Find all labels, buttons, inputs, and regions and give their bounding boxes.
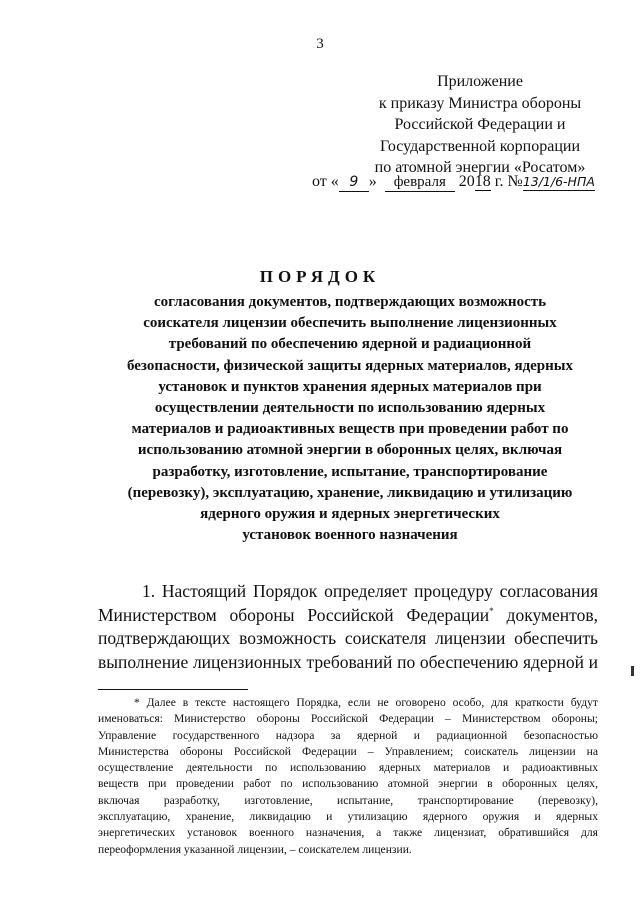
appendix-header bbox=[330, 71, 630, 179]
subtitle-line: соискателя лицензии обеспечить выполнение лицензионных bbox=[143, 315, 557, 332]
paragraph-line: подтверждающих возможность соискателя лицензии обеспечить bbox=[98, 628, 598, 648]
footnote-separator bbox=[98, 689, 248, 690]
appendix-line: Российской Федерации и bbox=[394, 116, 566, 133]
subtitle-line: установок и пунктов хранения ядерных материалов при bbox=[158, 378, 542, 395]
date-year-b: 18 bbox=[474, 173, 491, 190]
paragraph-line: 1. Настоящий Порядок определяет процедуру согласования bbox=[142, 581, 598, 601]
footnote-line: переоформления указанной лицензии, – соискателем лицензии. bbox=[98, 842, 412, 856]
footnote-line: * Далее в тексте настоящего Порядка, если не оговорено особо, для краткости будут bbox=[134, 696, 598, 709]
paragraph-fragment: Министерством обороны Российской Федерации bbox=[98, 604, 490, 625]
appendix-line: Приложение bbox=[437, 73, 523, 90]
paragraph-fragment: документов, bbox=[493, 604, 598, 625]
paragraph-1 bbox=[98, 580, 598, 674]
document-subtitle bbox=[90, 292, 610, 546]
subtitle-line: использованию атомной энергии в оборонных целях, включая bbox=[137, 442, 563, 459]
date-year-a: 20 bbox=[458, 173, 475, 190]
footnote bbox=[98, 695, 598, 858]
footnote-reference: * bbox=[489, 605, 494, 616]
footnote-line: эксплуатацию, хранение, ликвидацию и утилизацию ядерного оружия и ядерных bbox=[98, 810, 598, 824]
page-number: 3 bbox=[316, 36, 324, 52]
date-prefix: от « bbox=[312, 173, 339, 190]
subtitle-line: осуществлении деятельности по использованию ядерных bbox=[154, 400, 546, 417]
paragraph-line: выполнение лицензионных требований по обеспечению ядерной и bbox=[98, 651, 598, 672]
subtitle-line: материалов и радиоактивных веществ при проведении работ по bbox=[131, 421, 569, 438]
appendix-line: Государственной корпорации bbox=[379, 137, 581, 155]
footnote-line: веществ при проведении работ по использованию атомной энергии в оборонных целях, bbox=[98, 777, 598, 791]
date-month: февраля bbox=[393, 174, 446, 190]
footnote-line: осуществление деятельности по использованию ядерных материалов и радиоактивных bbox=[98, 761, 598, 775]
appendix-line: к приказу Министра обороны bbox=[378, 94, 582, 112]
subtitle-line: безопасности, физической защиты ядерных материалов, ядерных bbox=[126, 357, 574, 374]
date-mid: » bbox=[368, 173, 377, 190]
footnote-line: включая разработку, изготовление, испытание, транспортирование (перевозку), bbox=[98, 793, 598, 807]
footnote-line: именоваться: Министерство обороны Российской Федерации – Министерством обороны; bbox=[98, 712, 598, 726]
order-number: 13/1/6-НПА bbox=[522, 174, 595, 189]
footnote-line: Управление государственного надзора за ядерной и радиационной безопасностью bbox=[98, 728, 598, 742]
date-day: 9 bbox=[349, 174, 359, 190]
paragraph-line bbox=[98, 604, 598, 628]
subtitle-line: разработку, изготовление, испытание, транспортирование bbox=[152, 463, 548, 480]
subtitle-line: ядерного оружия и ядерных энергетических bbox=[200, 506, 500, 523]
appendix-line: по атомной энергии «Росатом» bbox=[374, 159, 586, 176]
date-year-suffix: г. № bbox=[490, 173, 523, 190]
scan-edge-mark bbox=[631, 666, 634, 676]
document-title: ПОРЯДОК bbox=[259, 267, 381, 286]
subtitle-line: требований по обеспечению ядерной и радиационной bbox=[168, 336, 532, 353]
footnote-line: энергетических установок военного назначения, а также лицензиат, обратившийся для bbox=[98, 826, 598, 840]
subtitle-line: (перевозку), эксплуатацию, хранение, ликвидацию и утилизацию bbox=[127, 484, 573, 501]
subtitle-line: установок военного назначения bbox=[242, 527, 458, 544]
footnote-line: Министерства обороны Российской Федерации – Управлением; соискатель лицензии на bbox=[98, 744, 598, 758]
subtitle-line: согласования документов, подтверждающих возможность bbox=[153, 294, 547, 310]
order-date-number bbox=[312, 171, 632, 193]
